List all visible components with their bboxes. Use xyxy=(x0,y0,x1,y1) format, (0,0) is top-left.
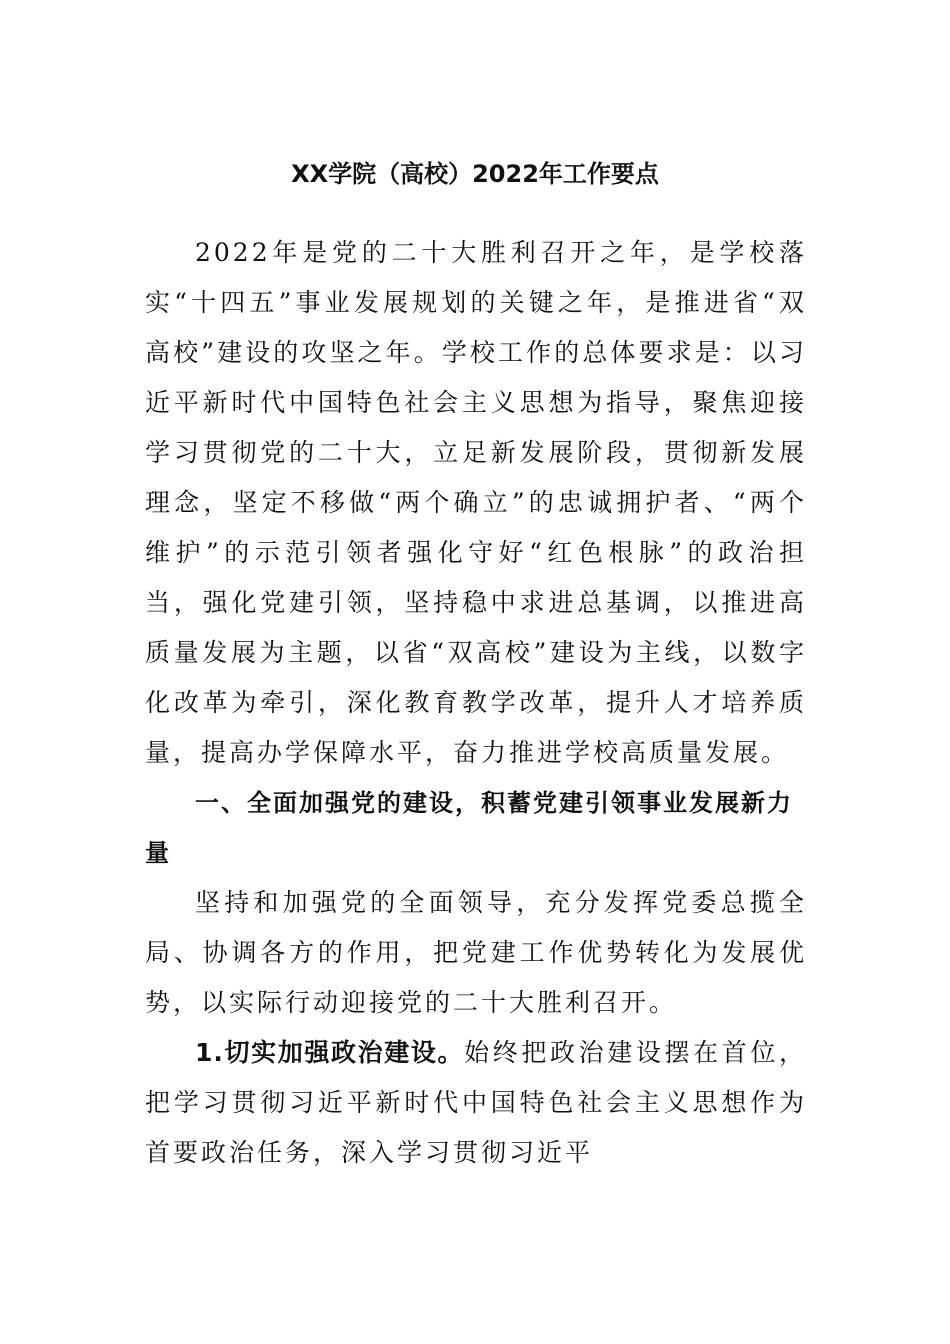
item-1-paragraph xyxy=(145,1028,807,1178)
item-1-text: 始终把政治建设摆在首位，把学习贯彻习近平新时代中国特色社会主义思想作为首要政治任务，深入学习贯彻习近平 xyxy=(145,1038,807,1167)
section-1-heading: 一、全面加强党的建设，积蓄党建引领事业发展新力量 xyxy=(145,789,793,867)
document-title: XX学院（高校）2022年工作要点 xyxy=(291,160,659,188)
document-body xyxy=(145,228,807,1178)
section-1-paragraph: 坚持和加强党的全面领导，充分发挥党委总揽全局、协调各方的作用，把党建工作优势转化为发展优势，以实际行动迎接党的二十大胜利召开。 xyxy=(145,888,807,1017)
item-1-lead: 1.切实加强政治建设。 xyxy=(195,1038,465,1067)
intro-paragraph: 2022年是党的二十大胜利召开之年，是学校落实“十四五”事业发展规划的关键之年，是推进省“双高校”建设的攻坚之年。学校工作的总体要求是：以习近平新时代中国特色社会主义思想为指导，聚焦迎接学习贯彻党的二十大，立足新发展阶段，贯彻新发展理念，坚定不移做“两个确立”的忠诚拥护者、“两个维护”的示范引领者强化守好“红色根脉”的政治担当，强化党建引领，坚持稳中求进总基调，以推进高质量发展为主题，以省“双高校”建设为主线，以数字化改革为牵引，深化教育教学改革，提升人才培养质量，提高办学保障水平，奋力推进学校高质量发展。 xyxy=(145,238,807,767)
